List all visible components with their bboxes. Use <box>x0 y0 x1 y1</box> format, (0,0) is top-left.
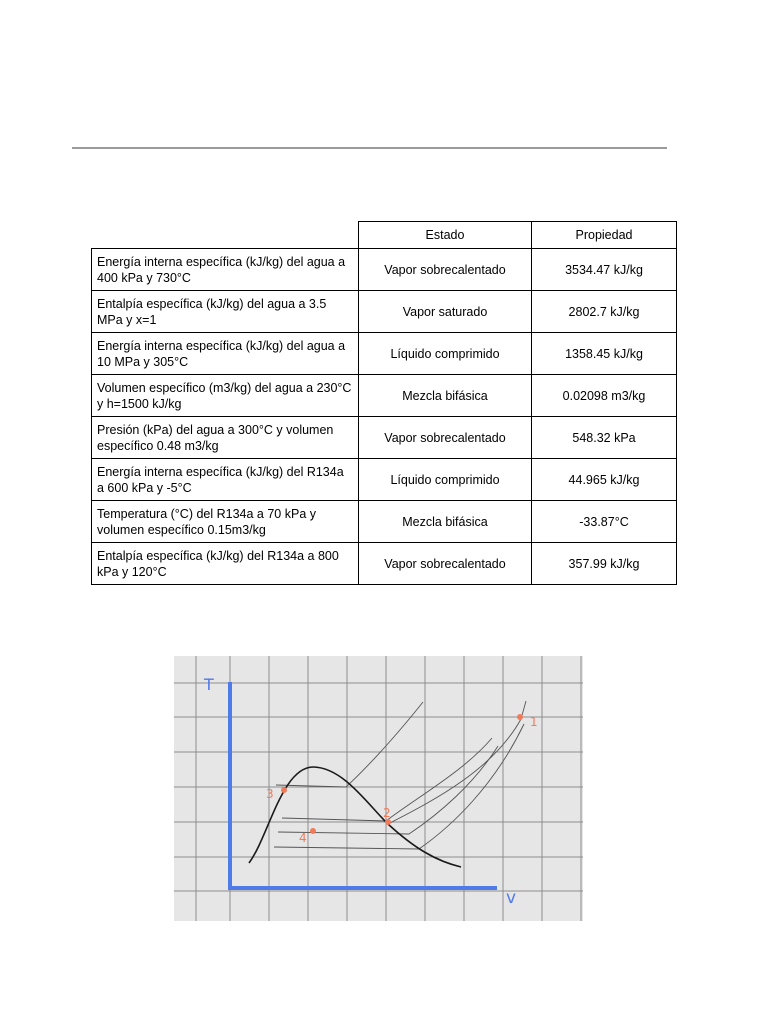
state-point-2-label: 2 <box>383 806 391 820</box>
grid-background <box>174 656 583 921</box>
row-property: 3534.47 kJ/kg <box>532 249 677 291</box>
row-property: 357.99 kJ/kg <box>532 543 677 585</box>
row-description: Volumen específico (m3/kg) del agua a 230°C y h=1500 kJ/kg <box>92 375 359 417</box>
t-axis-label: T <box>204 675 214 694</box>
row-state: Vapor saturado <box>359 291 532 333</box>
header-blank-cell <box>92 222 359 249</box>
table-header-row <box>92 222 677 249</box>
row-state: Mezcla bifásica <box>359 375 532 417</box>
row-state: Vapor sobrecalentado <box>359 417 532 459</box>
row-state: Vapor sobrecalentado <box>359 543 532 585</box>
row-description: Energía interna específica (kJ/kg) del R134a a 600 kPa y -5°C <box>92 459 359 501</box>
table-row <box>92 291 677 333</box>
tv-diagram <box>174 656 583 921</box>
row-description: Entalpía específica (kJ/kg) del R134a a 800 kPa y 120°C <box>92 543 359 585</box>
state-point-4-label: 4 <box>299 831 307 845</box>
table-row <box>92 417 677 459</box>
row-property: 2802.7 kJ/kg <box>532 291 677 333</box>
table-row <box>92 501 677 543</box>
row-description: Energía interna específica (kJ/kg) del agua a 10 MPa y 305°C <box>92 333 359 375</box>
row-description: Energía interna específica (kJ/kg) del agua a 400 kPa y 730°C <box>92 249 359 291</box>
header-estado: Estado <box>359 222 532 249</box>
properties-table <box>91 221 677 585</box>
table-row <box>92 333 677 375</box>
row-state: Líquido comprimido <box>359 459 532 501</box>
row-state: Vapor sobrecalentado <box>359 249 532 291</box>
table-row <box>92 375 677 417</box>
row-description: Entalpía específica (kJ/kg) del agua a 3.5 MPa y x=1 <box>92 291 359 333</box>
table-row <box>92 249 677 291</box>
row-property: 0.02098 m3/kg <box>532 375 677 417</box>
header-propiedad: Propiedad <box>532 222 677 249</box>
row-description: Presión (kPa) del agua a 300°C y volumen específico 0.48 m3/kg <box>92 417 359 459</box>
row-state: Mezcla bifásica <box>359 501 532 543</box>
row-description: Temperatura (°C) del R134a a 70 kPa y volumen específico 0.15m3/kg <box>92 501 359 543</box>
row-property: 548.32 kPa <box>532 417 677 459</box>
row-property: -33.87°C <box>532 501 677 543</box>
state-point-1-label: 1 <box>530 715 538 729</box>
state-point-3-label: 3 <box>266 787 274 801</box>
table-row <box>92 543 677 585</box>
v-axis-label: v <box>506 888 517 908</box>
row-state: Líquido comprimido <box>359 333 532 375</box>
table-row <box>92 459 677 501</box>
row-property: 44.965 kJ/kg <box>532 459 677 501</box>
row-property: 1358.45 kJ/kg <box>532 333 677 375</box>
horizontal-divider <box>72 147 667 149</box>
